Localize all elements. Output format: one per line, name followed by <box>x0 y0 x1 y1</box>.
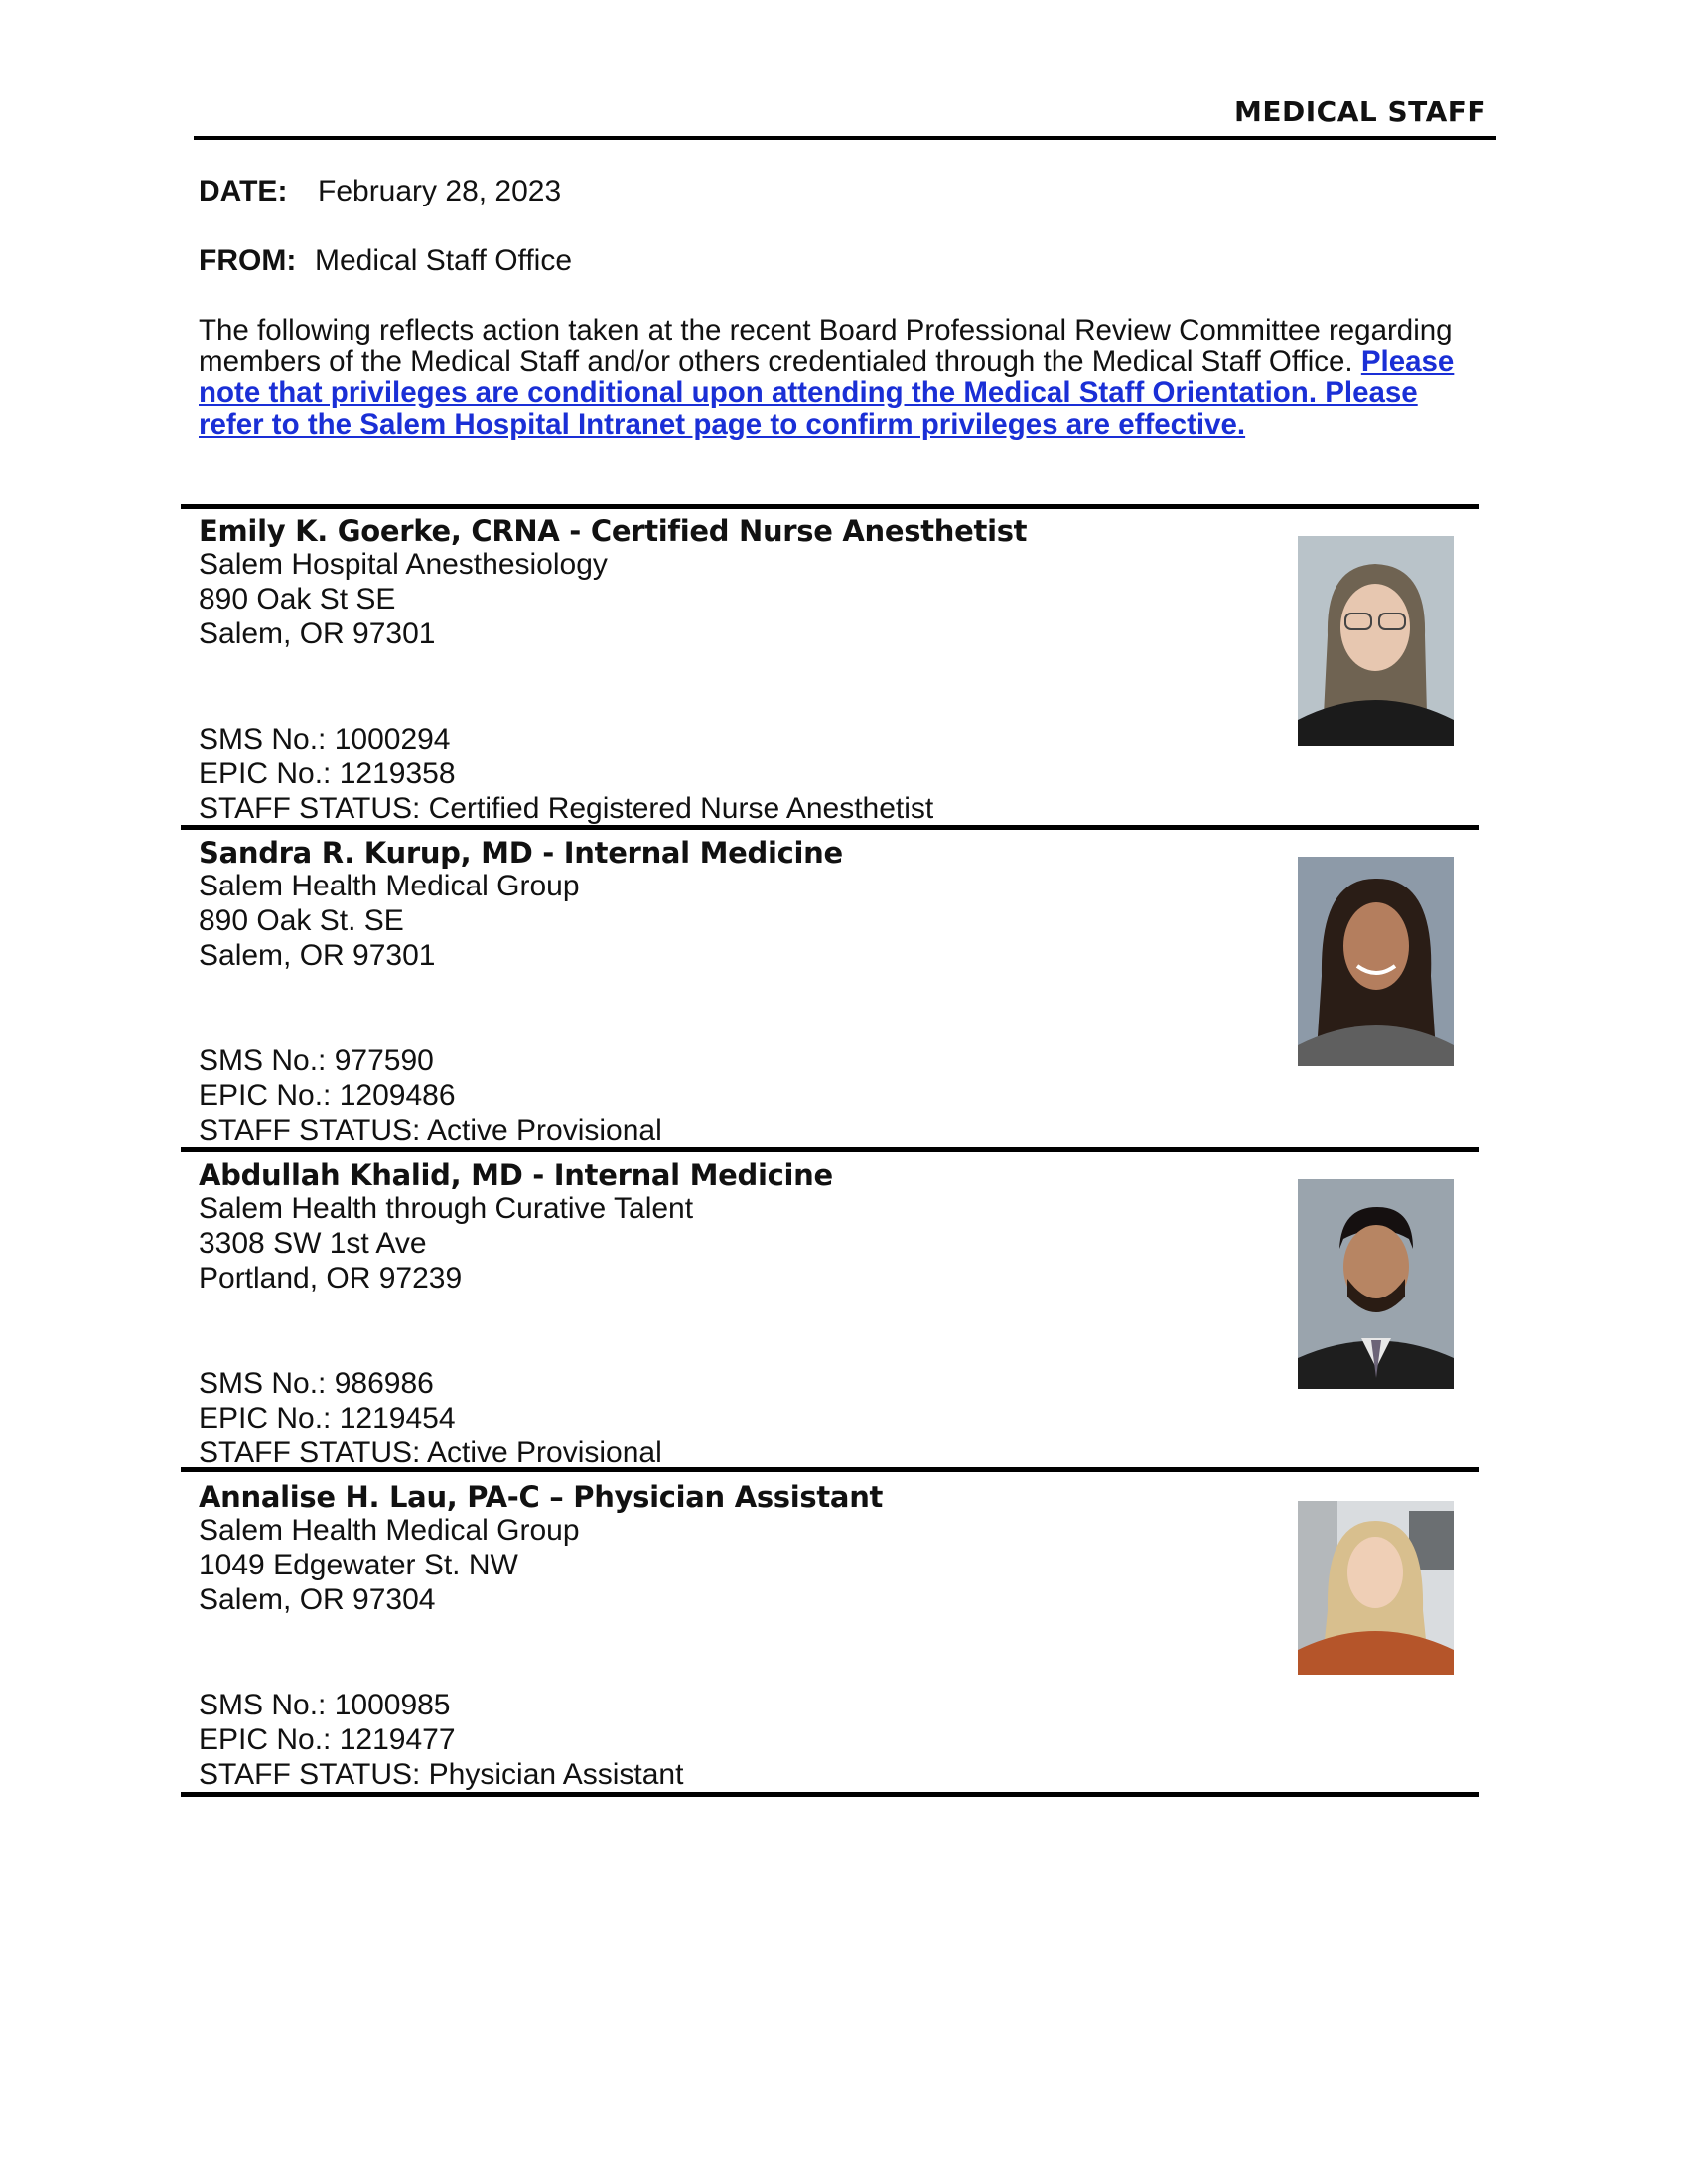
date-value: February 28, 2023 <box>318 175 562 207</box>
staff-status: STAFF STATUS: Active Provisional <box>199 1436 662 1469</box>
intro-text: The following reflects action taken at the recent Board Professional Review Committee regarding members of the Medical Staff and/or others credentialed through the Medical Staff Office. <box>199 314 1453 378</box>
staff-sms: SMS No.: 977590 <box>199 1044 434 1077</box>
staff-city: Salem, OR 97301 <box>199 617 436 650</box>
staff-epic: EPIC No.: 1219454 <box>199 1402 456 1434</box>
staff-address: 890 Oak St SE <box>199 583 396 615</box>
from-line <box>199 244 572 278</box>
privileges-note-link[interactable]: Please note that privileges are conditional upon attending the Medical Staff Orientation. Please refer to the Salem Hospital Intranet page to confirm privileges are effective. <box>199 344 1455 441</box>
staff-name: Sandra R. Kurup, MD - Internal Medicine <box>199 836 843 870</box>
entry-divider <box>181 504 1479 509</box>
header-divider <box>194 136 1496 140</box>
staff-epic: EPIC No.: 1219477 <box>199 1723 456 1756</box>
staff-name: Abdullah Khalid, MD - Internal Medicine <box>199 1159 833 1192</box>
staff-photo <box>1298 536 1454 746</box>
staff-sms: SMS No.: 986986 <box>199 1367 434 1400</box>
staff-address: 1049 Edgewater St. NW <box>199 1549 518 1581</box>
staff-sms: SMS No.: 1000294 <box>199 723 451 755</box>
intro-paragraph <box>199 315 1489 440</box>
staff-name: Emily K. Goerke, CRNA - Certified Nurse Anesthetist <box>199 514 1028 548</box>
staff-address: 3308 SW 1st Ave <box>199 1227 427 1260</box>
staff-status: STAFF STATUS: Active Provisional <box>199 1114 662 1147</box>
staff-sms: SMS No.: 1000985 <box>199 1689 451 1721</box>
staff-name: Annalise H. Lau, PA-C – Physician Assistant <box>199 1480 884 1514</box>
staff-photo <box>1298 1179 1454 1389</box>
date-label: DATE: <box>199 175 288 207</box>
page-header-title: MEDICAL STAFF <box>1234 95 1486 128</box>
staff-epic: EPIC No.: 1219358 <box>199 757 456 790</box>
staff-status: STAFF STATUS: Certified Registered Nurse Anesthetist <box>199 792 934 825</box>
date-line <box>199 175 561 208</box>
staff-epic: EPIC No.: 1209486 <box>199 1079 456 1112</box>
staff-photo <box>1298 857 1454 1066</box>
staff-org: Salem Health Medical Group <box>199 1514 580 1547</box>
staff-photo <box>1298 1501 1454 1675</box>
from-label: FROM: <box>199 244 297 277</box>
staff-org: Salem Hospital Anesthesiology <box>199 548 608 581</box>
from-value: Medical Staff Office <box>315 244 573 277</box>
staff-city: Salem, OR 97304 <box>199 1583 436 1616</box>
staff-address: 890 Oak St. SE <box>199 904 404 937</box>
entry-divider <box>181 1792 1479 1797</box>
staff-status: STAFF STATUS: Physician Assistant <box>199 1758 684 1791</box>
staff-org: Salem Health Medical Group <box>199 870 580 902</box>
staff-org: Salem Health through Curative Talent <box>199 1192 694 1225</box>
staff-city: Salem, OR 97301 <box>199 939 436 972</box>
staff-city: Portland, OR 97239 <box>199 1262 463 1295</box>
